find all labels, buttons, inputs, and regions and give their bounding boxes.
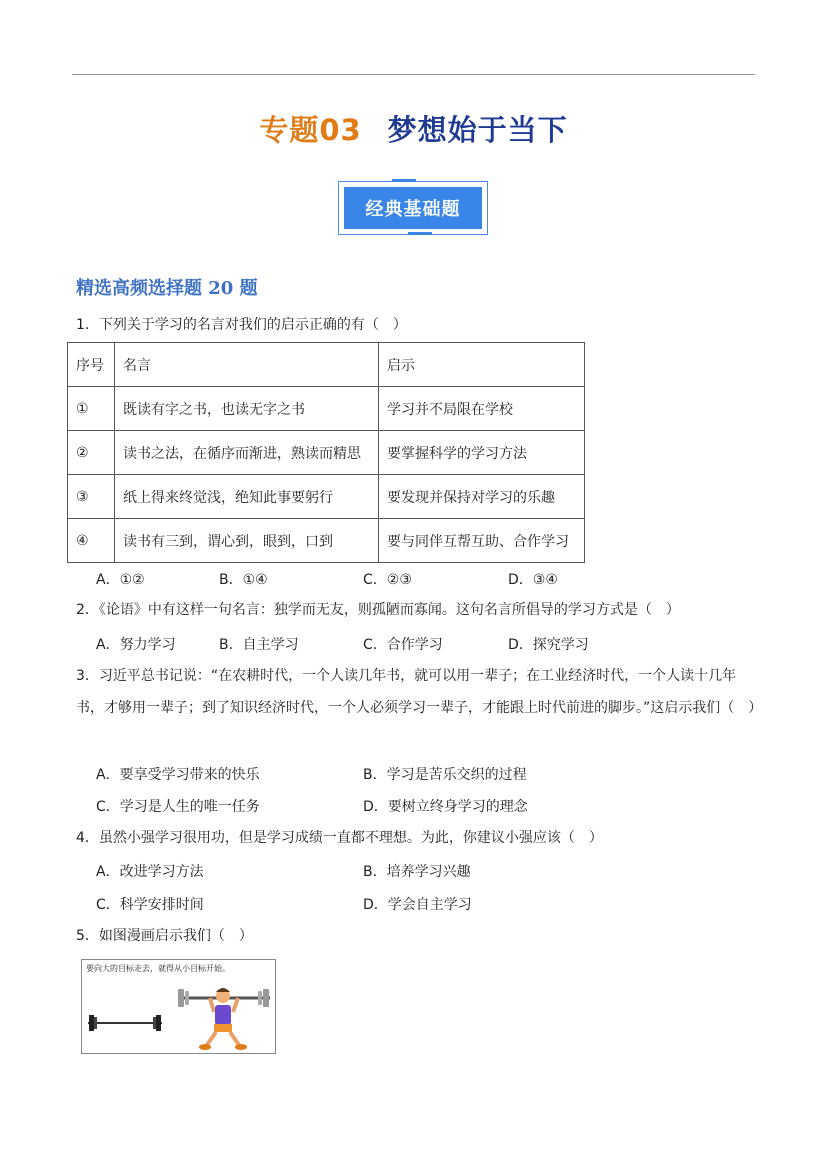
q1-option-b[interactable]: B．①④ [219,572,268,588]
q1-option-a[interactable]: A．①② [96,572,145,588]
question-5-stem: 5．如图漫画启示我们（ ） [76,928,253,944]
q1-option-c[interactable]: C．②③ [363,572,412,588]
title-prefix: 专题03 [259,113,362,147]
q4-option-a[interactable]: A．改进学习方法 [96,864,204,880]
badge-tick-bottom [408,232,432,235]
q2-option-d[interactable]: D．探究学习 [508,637,589,653]
q3-option-d[interactable]: D．要树立终身学习的理念 [363,799,528,815]
table-cell: 要发现并保持对学习的乐趣 [379,475,585,519]
q3-option-b[interactable]: B．学习是苦乐交织的过程 [363,767,527,783]
table-cell: ③ [68,475,115,519]
table-row [68,475,585,519]
table-header-row [68,343,585,387]
table-header-cell: 名言 [115,343,379,387]
q2-option-c[interactable]: C．合作学习 [363,637,443,653]
q2-option-b[interactable]: B．自主学习 [219,637,299,653]
q4-option-d[interactable]: D．学会自主学习 [363,897,472,913]
table-cell: 读书有三到，谓心到，眼到，口到 [115,519,379,563]
table-row [68,519,585,563]
q1-option-d[interactable]: D．③④ [508,572,558,588]
header-rule [72,74,755,75]
q3-option-a[interactable]: A．要享受学习带来的快乐 [96,767,260,783]
badge-label: 经典基础题 [344,187,482,229]
q4-option-c[interactable]: C．科学安排时间 [96,897,204,913]
page-title [0,108,827,149]
comic-image [81,959,276,1054]
section-badge [338,181,488,235]
question-1-stem: 1．下列关于学习的名言对我们的启示正确的有（ ） [76,317,407,333]
q4-option-b[interactable]: B．培养学习兴趣 [363,864,471,880]
table-cell: 学习并不局限在学校 [379,387,585,431]
title-main: 梦想始于当下 [387,113,568,147]
table-cell: 既读有字之书，也读无字之书 [115,387,379,431]
small-barbell-icon [88,1015,162,1031]
question-4-stem: 4．虽然小强学习很用功，但是学习成绩一直都不理想。为此，你建议小强应该（ ） [76,830,603,846]
table-header-cell: 启示 [379,343,585,387]
q3-option-c[interactable]: C．学习是人生的唯一任务 [96,799,260,815]
table-row [68,387,585,431]
table-cell: ① [68,387,115,431]
badge-tick-top [392,179,416,182]
comic-caption: 要向大的目标走去，就得从小目标开始。 [86,964,230,973]
table-cell: ② [68,431,115,475]
table-cell: 纸上得来终觉浅，绝知此事要躬行 [115,475,379,519]
weightlifter-illustration [82,960,275,1053]
table-row [68,431,585,475]
table-cell: 读书之法，在循序而渐进，熟读而精思 [115,431,379,475]
section-heading: 精选高频选择题 20 题 [76,278,258,299]
table-header-cell: 序号 [68,343,115,387]
question-2-stem: 2．《论语》中有这样一句名言：独学而无友，则孤陋而寡闻。这句名言所倡导的学习方式是（ ） [76,602,680,618]
quotes-table [67,342,585,563]
question-3-stem: 3．习近平总书记说：“在农耕时代，一个人读几年书，就可以用一辈子；在工业经济时代，一个人读十几年书，才够用一辈子；到了知识经济时代，一个人必须学习一辈子，才能跟上时代前进的脚步。”这启示我们（ ） [76,668,763,716]
table-cell: ④ [68,519,115,563]
table-cell: 要掌握科学的学习方法 [379,431,585,475]
table-cell: 要与同伴互帮互助、合作学习 [379,519,585,563]
q2-option-a[interactable]: A．努力学习 [96,637,176,653]
